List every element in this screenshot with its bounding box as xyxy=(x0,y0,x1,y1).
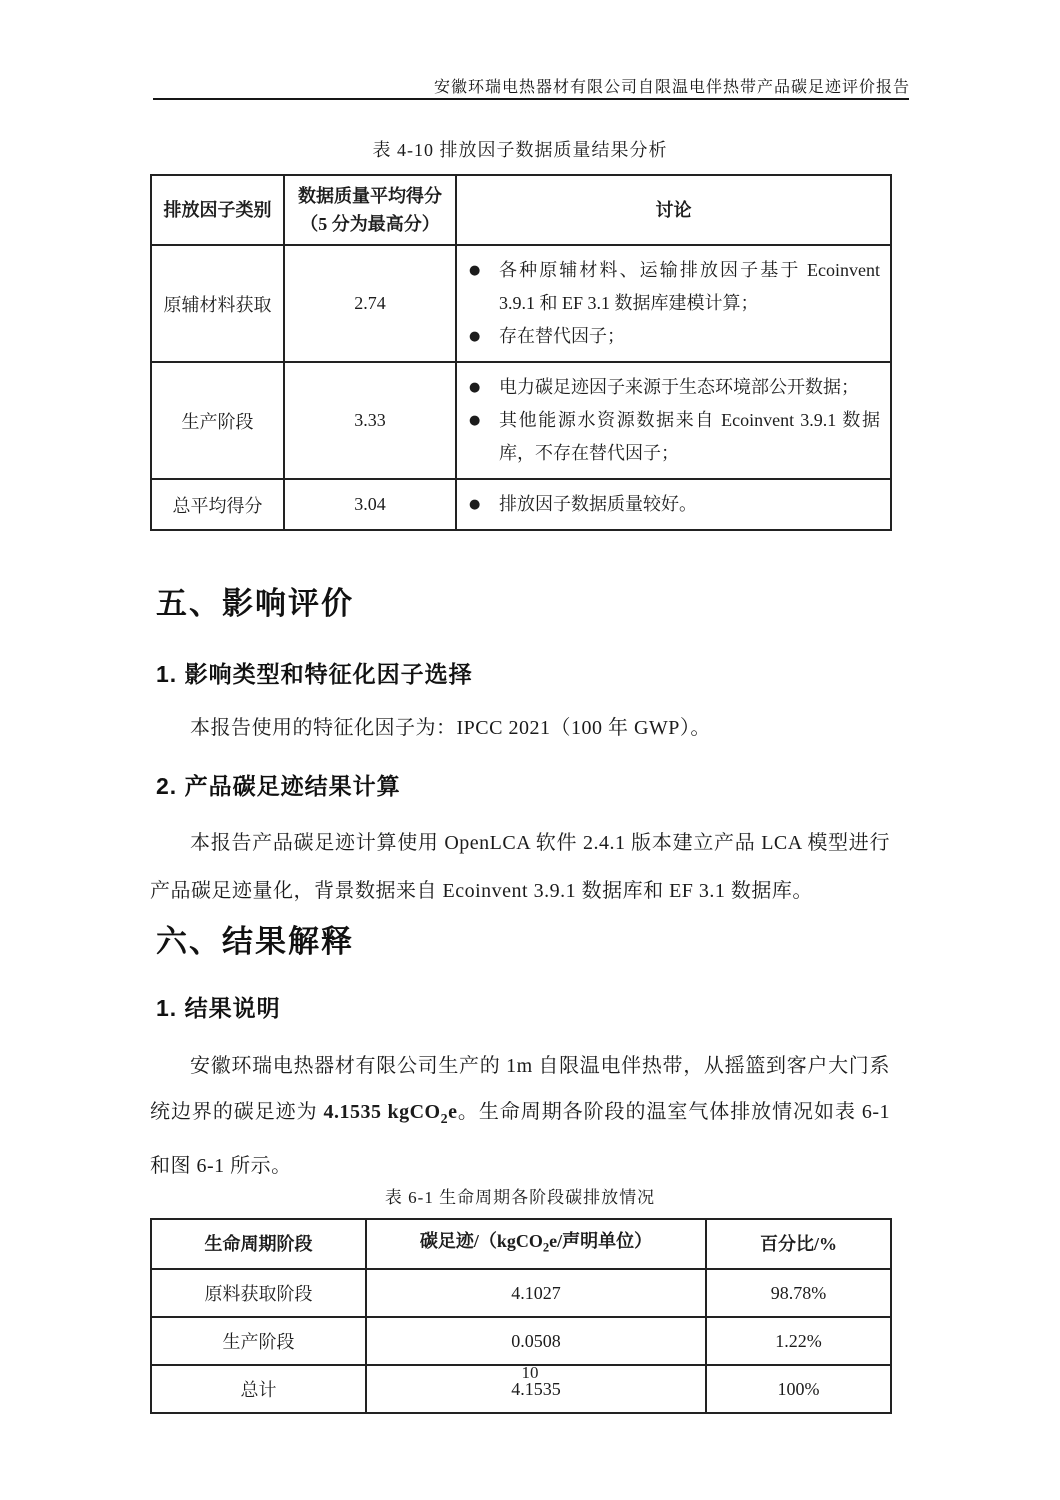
table-4-10-header-discussion: 讨论 xyxy=(456,175,891,245)
footprint-cell: 0.0508 xyxy=(366,1317,706,1365)
section-6-heading: 六、结果解释 xyxy=(156,924,354,959)
score-cell: 2.74 xyxy=(284,245,456,362)
bullet-icon: ● xyxy=(469,380,481,395)
discussion-cell xyxy=(456,245,891,362)
category-cell: 原辅材料获取 xyxy=(151,245,284,362)
bullet-icon: ● xyxy=(469,263,481,278)
footprint-cell: 4.1027 xyxy=(366,1269,706,1317)
bullet-icon: ● xyxy=(469,329,481,344)
footprint-total-value: 4.1535 kgCO xyxy=(323,1101,441,1123)
percent-cell: 98.78% xyxy=(706,1269,891,1317)
page-content xyxy=(150,130,890,1414)
bullet-item: ● 其他能源水资源数据来自 Ecoinvent 3.9.1 数据库，不存在替代因子； xyxy=(469,404,880,470)
table-4-10-header-category: 排放因子类别 xyxy=(151,175,284,245)
table-4-10-caption: 表 4-10 排放因子数据质量结果分析 xyxy=(372,140,668,160)
table-row xyxy=(151,362,891,479)
score-cell: 3.04 xyxy=(284,479,456,530)
section-5-heading: 五、影响评价 xyxy=(156,586,354,621)
bullet-item: ● 存在替代因子； xyxy=(469,320,880,353)
bullet-item: ● 排放因子数据质量较好。 xyxy=(469,488,880,521)
section-5-1-heading: 1. 影响类型和特征化因子选择 xyxy=(156,661,473,687)
table-row xyxy=(151,1269,891,1317)
running-head-title: 安徽环瑞电热器材有限公司自限温电伴热带产品碳足迹评价报告 xyxy=(433,79,910,96)
table-6-1 xyxy=(150,1218,892,1414)
stage-cell: 生产阶段 xyxy=(151,1317,366,1365)
page-number: 10 xyxy=(521,1363,539,1382)
table-4-10-header-score: 数据质量平均得分 （5 分为最高分） xyxy=(284,175,456,245)
category-cell: 总平均得分 xyxy=(151,479,284,530)
stage-cell: 原料获取阶段 xyxy=(151,1269,366,1317)
table-6-1-header-row xyxy=(151,1219,891,1269)
table-row xyxy=(151,479,891,530)
table-row xyxy=(151,245,891,362)
discussion-cell xyxy=(456,479,891,530)
stage-cell: 总计 xyxy=(151,1365,366,1413)
percent-cell: 100% xyxy=(706,1365,891,1413)
result-paragraph: 安徽环瑞电热器材有限公司生产的 1m 自限温电伴热带，从摇篮到客户大门系统边界的碳足迹为 4.1535 kgCO$_2$e。生命周期各阶段的温室气体排放情况如表 6-1 和图 6-1 所示。 xyxy=(150,1055,891,1177)
bullet-item: ● 各种原辅材料、运输排放因子基于 Ecoinvent 3.9.1 和 EF 3.1 数据库建模计算； xyxy=(469,254,880,320)
section-5-1-paragraph: 本报告使用的特征化因子为：IPCC 2021（100 年 GWP）。 xyxy=(190,717,711,739)
category-cell: 生产阶段 xyxy=(151,362,284,479)
table-4-10 xyxy=(150,174,892,531)
score-cell: 3.33 xyxy=(284,362,456,479)
footprint-cell: 4.1535 xyxy=(366,1365,706,1413)
table-6-1-header-percent: 百分比/% xyxy=(706,1219,891,1269)
table-6-1-header-stage: 生命周期阶段 xyxy=(151,1219,366,1269)
table-4-10-header-row xyxy=(151,175,891,245)
section-5-2-heading: 2. 产品碳足迹结果计算 xyxy=(156,773,401,799)
discussion-cell xyxy=(456,362,891,479)
section-5-2-paragraph: 本报告产品碳足迹计算使用 OpenLCA 软件 2.4.1 版本建立产品 LCA 模型进行产品碳足迹量化，背景数据来自 Ecoinvent 3.9.1 数据库和 EF 3.1 数据库。 xyxy=(150,832,890,902)
header-rule xyxy=(153,98,909,100)
percent-cell: 1.22% xyxy=(706,1317,891,1365)
table-row xyxy=(151,1317,891,1365)
table-6-1-header-footprint: 碳足迹/（kgCO$_2$e/声明单位） xyxy=(366,1219,706,1269)
bullet-item: ● 电力碳足迹因子来源于生态环境部公开数据； xyxy=(469,371,880,404)
bullet-icon: ● xyxy=(469,413,481,428)
bullet-icon: ● xyxy=(469,497,481,512)
section-6-1-heading: 1. 结果说明 xyxy=(156,995,281,1021)
table-6-1-caption: 表 6-1 生命周期各阶段碳排放情况 xyxy=(384,1188,656,1207)
